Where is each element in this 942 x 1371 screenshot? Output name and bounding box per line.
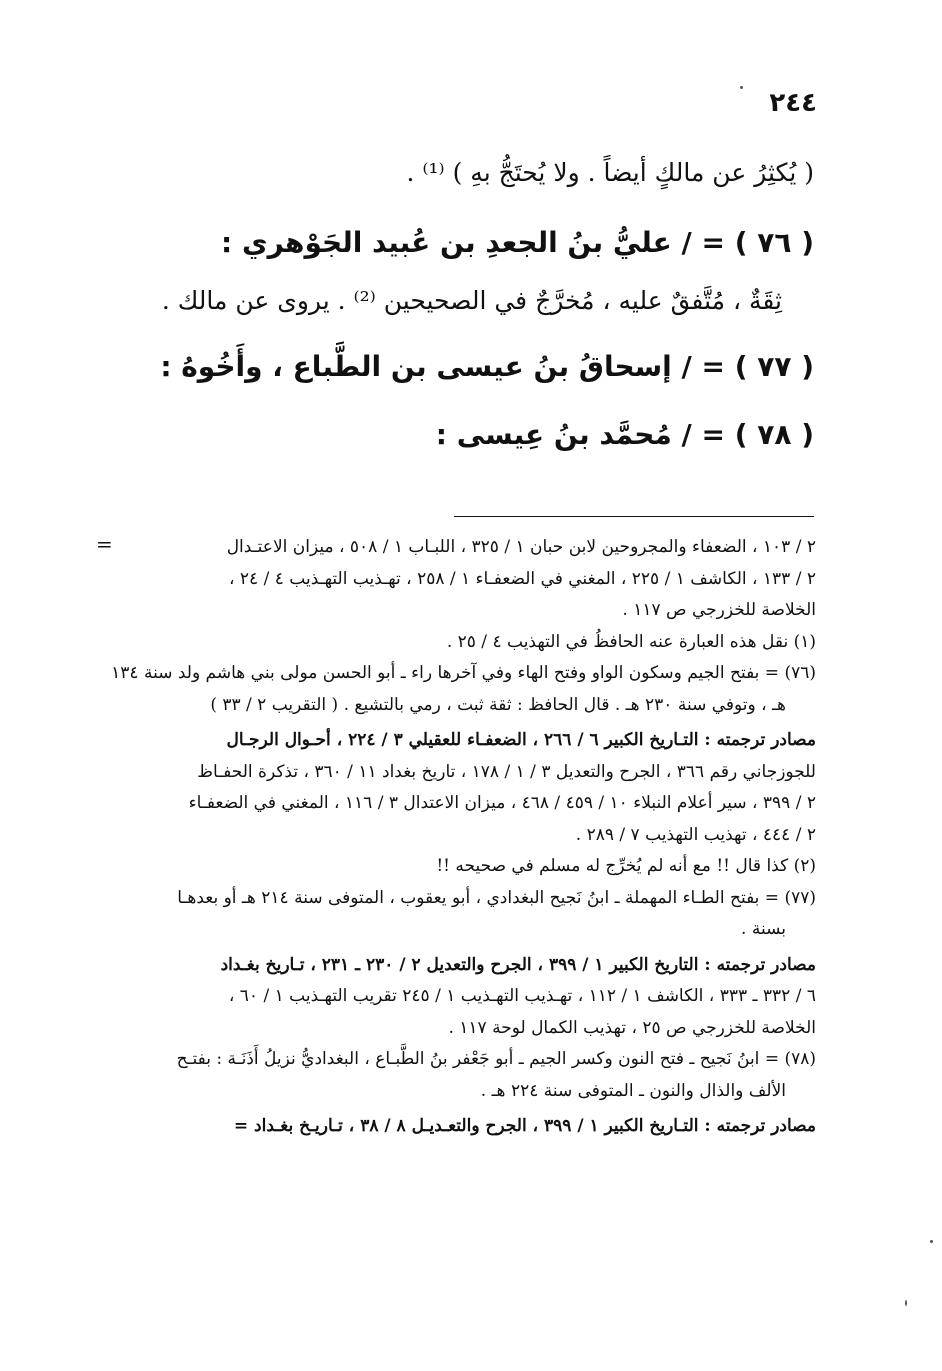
footnote-1: (١) نقل هذه العبارة عنه الحافظُ في التهذيب ٤ / ٢٥ . <box>446 631 816 652</box>
footnote-78-line-1: (٧٨) = ابنُ نَجيح ـ فتح النون وكسر الجيم ـ أبو جَعْفر بنُ الطَّبـاع ، البغداديُّ نزيلُ أَذَنَـة : بفتـح <box>176 1049 816 1069</box>
footnote-2: (٢) كذا قال !! مع أنه لم يُخرِّج له مسلم في صحيحه !! <box>436 856 816 876</box>
quote-line: ( يُكثِرُ عن مالكٍ أيضاً . ولا يُحتَجُّ بهِ ) ⁽¹⁾ . <box>406 158 814 187</box>
footnote-76-sources-line-4: ٢ / ٤٤٤ ، تهذيب التهذيب ٧ / ٢٨٩ . <box>575 824 816 845</box>
continuation-marker: = <box>96 532 113 556</box>
footnote-continuation-line-3: الخلاصة للخزرجي ص ١١٧ . <box>622 600 816 620</box>
footnote-76-line-1: (٧٦) = بفتح الجيم وسكون الواو وفتح الهاء وفي آخرها راء ـ أبو الحسن مولى بني هاشم ولد سنة ١٣٤ <box>111 663 816 683</box>
footnote-76-sources-line-1: مصادر ترجمته : التـاريخ الكبير ٦ / ٢٦٦ ، الضعفـاء للعقيلي ٣ / ٢٢٤ ، أحـوال الرجـال <box>226 730 816 750</box>
scan-speck <box>740 86 743 89</box>
footnote-77-sources-line-3: الخلاصة للخزرجي ص ٢٥ ، تهذيب الكمال لوحة ١١٧ . <box>448 1017 816 1038</box>
scan-speck <box>930 1240 933 1243</box>
footnotes-block <box>111 532 816 1143</box>
page-number: ٢٤٤ <box>769 88 817 118</box>
footnote-continuation-line-1: ٢ / ١٠٣ ، الضعفاء والمجروحين لابن حبان ١ / ٣٢٥ ، اللبـاب ١ / ٥٠٨ ، ميزان الاعتـدال <box>226 537 816 557</box>
footnote-76-line-2: هـ ، وتوفي سنة ٢٣٠ هـ . قال الحافظ : ثقة ثبت ، رمي بالتشيع . ( التقريب ٢ / ٣٣ ) <box>210 694 786 715</box>
footnote-78-sources-line-1: مصادر ترجمته : التـاريخ الكبير ١ / ٣٩٩ ، الجرح والتعـديـل ٨ / ٣٨ ، تـاريـخ بغـداد = <box>233 1116 816 1136</box>
footnote-continuation-line-2: ٢ / ١٣٣ ، الكاشف ١ / ٢٢٥ ، المغني في الضعفـاء ١ / ٢٥٨ ، تهـذيب التهـذيب ٤ / ٢٤ ، <box>229 568 816 589</box>
entry-77-heading: ( ٧٧ ) = / إسحاقُ بنُ عيسى بن الطَّباع ، وأَخُوهُ : <box>160 350 814 383</box>
footnote-77-sources-line-2: ٦ / ٣٣٢ ـ ٣٣٣ ، الكاشف ١ / ١١٢ ، تهـذيب التهـذيب ١ / ٢٤٥ تقريب التهـذيب ١ / ٦٠ ، <box>228 986 816 1006</box>
footnote-77-sources-line-1: مصادر ترجمته : التاريخ الكبير ١ / ٣٩٩ ، الجرح والتعديل ٢ / ٢٣٠ ـ ٢٣١ ، تـاريخ بغـداد <box>220 954 816 975</box>
footnote-77-line-1: (٧٧) = بفتح الطـاء المهملة ـ ابنُ نَجيح البغدادي ، أبو يعقوب ، المتوفى سنة ٢١٤ هـ أو بعدهـا <box>177 887 816 908</box>
entry-76-description: ثِقَةٌ ، مُتَّفقٌ عليه ، مُخرَّجٌ في الصحيحين ⁽²⁾ . يروى عن مالك . <box>161 286 782 315</box>
footnote-77-line-2: بسنة . <box>741 919 786 939</box>
footnote-78-line-2: الألف والذال والنون ـ المتوفى سنة ٢٢٤ هـ . <box>480 1080 786 1101</box>
footnote-76-sources-line-2: للجوزجاني رقم ٣٦٦ ، الجرح والتعديل ٣ / ١ / ١٧٨ ، تاريخ بغداد ١١ / ٣٦٠ ، تذكرة الحفـاظ <box>197 761 816 782</box>
footnote-separator <box>454 516 814 517</box>
entry-78-heading: ( ٧٨ ) = / مُحمَّد بنُ عِيسى : <box>435 418 814 451</box>
entry-76-heading: ( ٧٦ ) = / عليُّ بنُ الجعدِ بن عُبيد الجَوْهري : <box>221 226 814 259</box>
scan-speck <box>905 1300 907 1306</box>
footnote-76-sources-line-3: ٢ / ٣٩٩ ، سير أعلام النبلاء ١٠ / ٤٥٩ / ٤٦٨ ، ميزان الاعتدال ٣ / ١١٦ ، المغني في الضعفـاء <box>188 793 816 813</box>
